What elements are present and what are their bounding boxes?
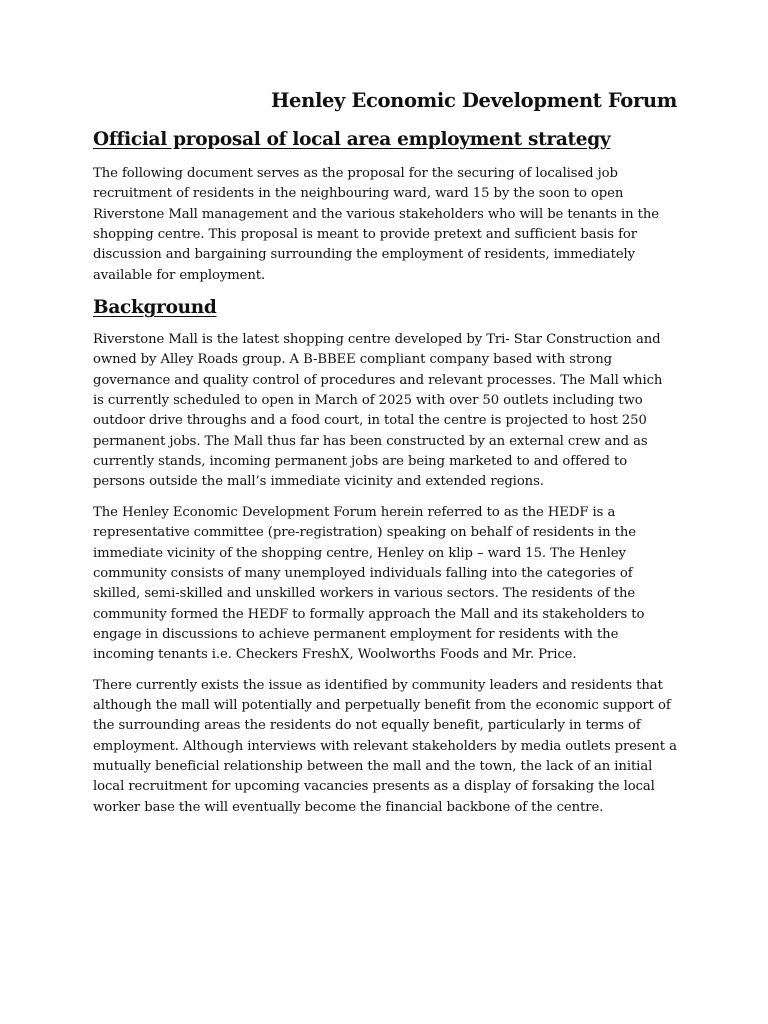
document-title: Henley Economic Development Forum (270, 89, 677, 112)
intro-paragraph: The following document serves as the proposal for the securing of localised job recruitment of residents in the neighbouring ward, ward 15 by the soon to open Riverstone Mall management and the various stakeholders who will be tenants in the shopping centre. This proposal is meant to provide pretext and sufficient basis for discussion and bargaining surrounding the employment of residents, immediately available for employment. (93, 166, 659, 283)
proposal-heading: Official proposal of local area employment strategy (93, 129, 611, 150)
background-paragraph-1: Riverstone Mall is the latest shopping centre developed by Tri- Star Construction and owned by Alley Roads group. A B-BBEE compliant company based with strong governance and quality control of procedures and relevant processes. The Mall which is currently scheduled to open in March of 2025 with over 50 outlets including two outdoor drive throughs and a food court, in total the centre is projected to host 250 permanent jobs. The Mall thus far has been constructed by an external crew and as currently stands, incoming permanent jobs are being marketed to and offered to persons outside the mall’s immediate vicinity and extended regions. (93, 332, 663, 490)
background-paragraph-3: There currently exists the issue as identified by community leaders and residents that although the mall will potentially and perpetually benefit from the economic support of the surrounding areas the residents do not equally benefit, particularly in terms of employment. Although interviews with relevant stakeholders by media outlets present a mutually beneficial relationship between the mall and the town, the lack of an initial local recruitment for upcoming vacancies presents as a display of forsaking the local worker base the will eventually become the financial backbone of the centre. (93, 677, 677, 815)
background-heading: Background (93, 297, 217, 319)
document-page (93, 86, 677, 818)
background-paragraph-2: The Henley Economic Development Forum herein referred to as the HEDF is a representative committee (pre-registration) speaking on behalf of residents in the immediate vicinity of the shopping centre, Henley on klip – ward 15. The Henley community consists of many unemployed individuals falling into the categories of skilled, semi-skilled and unskilled workers in various sectors. The residents of the community formed the HEDF to formally approach the Mall and its stakeholders to engage in discussions to achieve permanent employment for residents with the incoming tenants i.e. Checkers FreshX, Woolworths Foods and Mr. Price. (93, 504, 645, 663)
